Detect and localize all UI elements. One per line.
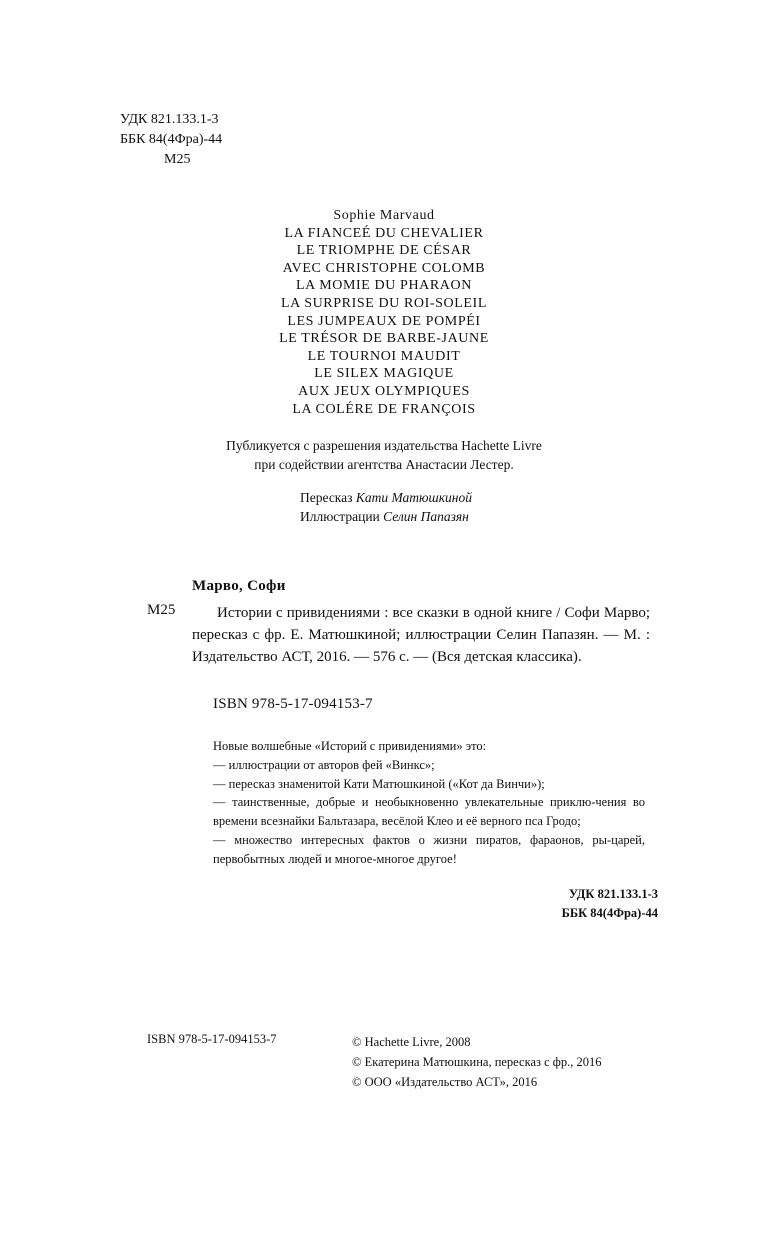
annotation-item: — иллюстрации от авторов фей «Винкс»; [213,757,435,772]
record-isbn: ISBN 978-5-17-094153-7 [213,696,373,712]
original-title: LA MOMIE DU PHARAON [296,278,472,294]
bbk-code: ББК 84(4Фра)-44 [120,132,223,147]
annotation-item: — таинственные, добрые и необыкновенно увлекательные приклю-чения во времени всезнайки Бальтазара, весёлой Клео и её верного пса Гродо; [213,795,645,829]
annotation [213,737,645,869]
retelling-credit [300,488,472,507]
record-author-heading: Марво, Софи [192,578,286,594]
copyright-block [352,1032,601,1092]
bottom-classification-codes [420,885,658,923]
bottom-bbk-code: ББК 84(4Фра)-44 [561,906,658,920]
illustrations-credit [300,507,472,526]
annotation-item: — пересказ знаменитой Кати Матюшкиной («Кот да Винчи»); [213,776,545,791]
bibliographic-description [192,602,650,668]
original-title: LA FIANCEÉ DU CHEVALIER [284,225,484,241]
imprint-isbn: ISBN 978-5-17-094153-7 [147,1032,277,1046]
illustrations-name: Селин Папазян [383,509,469,524]
record-mark: М25 [147,602,176,618]
annotation-item: — множество интересных фактов о жизни пиратов, фараонов, ры-царей, первобытных людей и многое-многое другое! [213,832,645,866]
retelling-label: Пересказ [300,490,353,505]
original-title: LE SILEX MAGIQUE [314,366,454,382]
original-author: Sophie Marvaud [333,208,435,223]
classification-codes [120,110,222,170]
copyright-line: © ООО «Издательство АСТ», 2016 [352,1075,538,1089]
original-title: AUX JEUX OLYMPIQUES [298,383,470,399]
author-mark: М25 [164,152,191,167]
original-title: LE TRIOMPHE DE CÉSAR [296,243,472,259]
original-title: LE TOURNOI MAUDIT [307,348,461,364]
copyright-line: © Hachette Livre, 2008 [352,1035,471,1049]
original-title: LES JUMPEAUX DE POMPÉI [287,313,481,329]
bottom-udk-code: УДК 821.133.1-3 [568,887,658,901]
notice-line: Публикуется с разрешения издательства Hachette Livre [226,438,542,453]
publication-notice [0,436,768,474]
annotation-intro: Новые волшебные «Историй с привидениями» это: [213,739,487,753]
retelling-name: Кати Матюшкиной [355,490,472,505]
description-text: Истории с привидениями : все сказки в одной книге / Софи Марво; пересказ с фр. Е. Матюшкиной; иллюстрации Селин Папазян. — М. : Издательство АСТ, 2016. — 576 с. — (Вся детская классика). [192,605,650,665]
credits [300,488,472,526]
original-title: LA SURPRISE DU ROI-SOLEIL [281,295,487,311]
copyright-line: © Екатерина Матюшкина, пересказ с фр., 2016 [352,1055,602,1069]
original-titles-block [0,207,768,418]
illustrations-label: Иллюстрации [300,509,380,524]
notice-line: при содействии агентства Анастасии Лестер. [254,457,514,472]
udk-code: УДК 821.133.1-3 [120,112,219,127]
original-title: LA COLÉRE DE FRANÇOIS [292,401,476,417]
original-title: AVEC CHRISTOPHE COLOMB [282,260,486,276]
original-title: LE TRÉSOR DE BARBE-JAUNE [279,331,489,347]
